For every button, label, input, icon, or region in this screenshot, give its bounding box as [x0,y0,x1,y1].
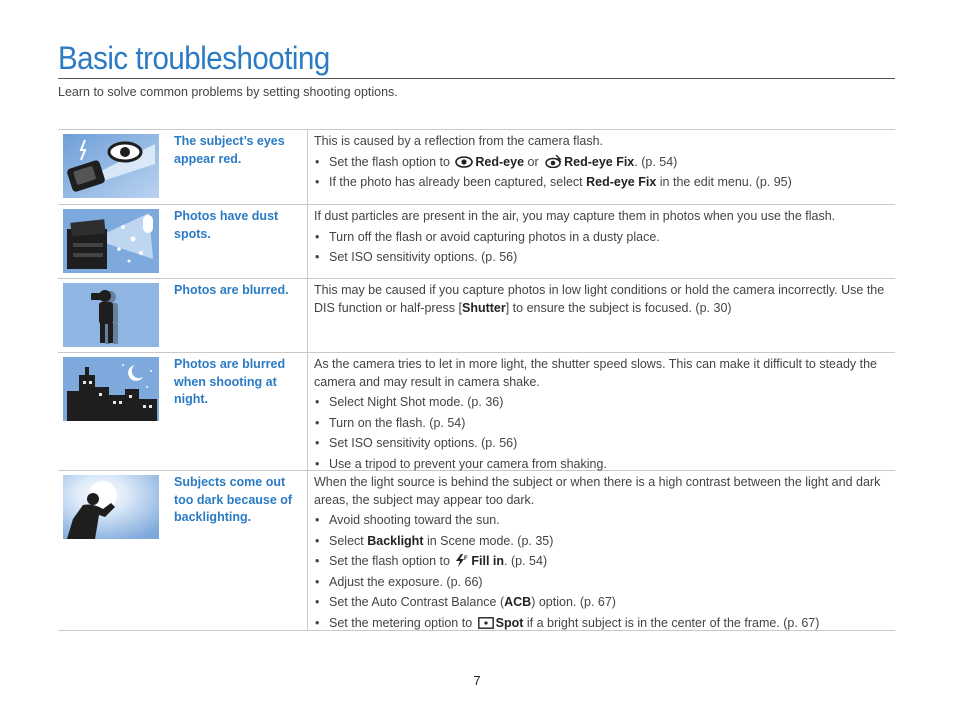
red-eye-fix-icon [544,155,562,168]
row-heading: Photos have dust spots. [168,205,308,278]
table-row [58,130,895,205]
list-item: • Set the flash option to Red-eye or Red-eye Fix. (p. 54) [314,154,891,172]
row-heading: Subjects come out too dark because of backlighting. [168,471,308,630]
spot-metering-icon [478,617,494,629]
night-shooting-illustration-icon [63,357,159,421]
red-eye-icon [455,156,473,168]
table-row [58,279,895,353]
table-row [58,353,895,471]
fill-in-flash-icon [455,554,469,567]
troubleshooting-table [58,129,895,631]
list-item: • Set the Auto Contrast Balance (ACB) option. (p. 67) [314,594,891,612]
page-subtitle: Learn to solve common problems by setting shooting options. [58,85,398,99]
backlight-illustration-icon [63,475,159,539]
list-item: • Use a tripod to prevent your camera from shaking. [314,456,891,474]
list-item: • Set ISO sensitivity options. (p. 56) [314,435,891,453]
list-item: • Set the flash option to F Fill in. (p. 54) [314,553,891,571]
table-row [58,205,895,279]
list-item: • Set the metering option to Spot if a bright subject is in the center of the frame. (p. 67) [314,615,891,633]
list-item: • If the photo has already been captured, select Red-eye Fix in the edit menu. (p. 95) [314,174,891,192]
row-heading: The subject’s eyes appear red. [168,130,308,204]
table-row [58,471,895,631]
list-item: • Turn on the flash. (p. 54) [314,415,891,433]
row-intro: When the light source is behind the subject or when there is a high contrast between the light and dark areas, the subject may appear too dark. [314,475,881,507]
row-intro: This may be caused if you capture photos in low light conditions or hold the camera incorrectly. Use the DIS function or half-press [Shutter] to ensure the subject is focused. (p. 30) [314,283,885,315]
list-item: • Turn off the flash or avoid capturing photos in a dusty place. [314,229,891,247]
list-item: • Adjust the exposure. (p. 66) [314,574,891,592]
list-item: • Avoid shooting toward the sun. [314,512,891,530]
row-intro: If dust particles are present in the air, you may capture them in photos when you use the flash. [314,209,836,223]
page-title: Basic troubleshooting [58,40,330,76]
row-intro: This is caused by a reflection from the camera flash. [314,134,604,148]
blurred-photo-illustration-icon [63,283,159,347]
title-divider [58,78,895,79]
row-heading: Photos are blurred. [168,279,308,352]
row-heading: Photos are blurred when shooting at night. [168,353,308,470]
page-number: 7 [473,673,481,688]
red-eye-illustration-icon [63,134,159,198]
dust-spots-illustration-icon [63,209,159,273]
list-item: • Select Night Shot mode. (p. 36) [314,394,891,412]
row-intro: As the camera tries to let in more light, the shutter speed slows. This can make it difficult to steady the camera and may result in camera shake. [314,357,878,389]
list-item: • Select Backlight in Scene mode. (p. 35) [314,533,891,551]
list-item: • Set ISO sensitivity options. (p. 56) [314,249,891,267]
svg-text:F: F [464,556,469,562]
